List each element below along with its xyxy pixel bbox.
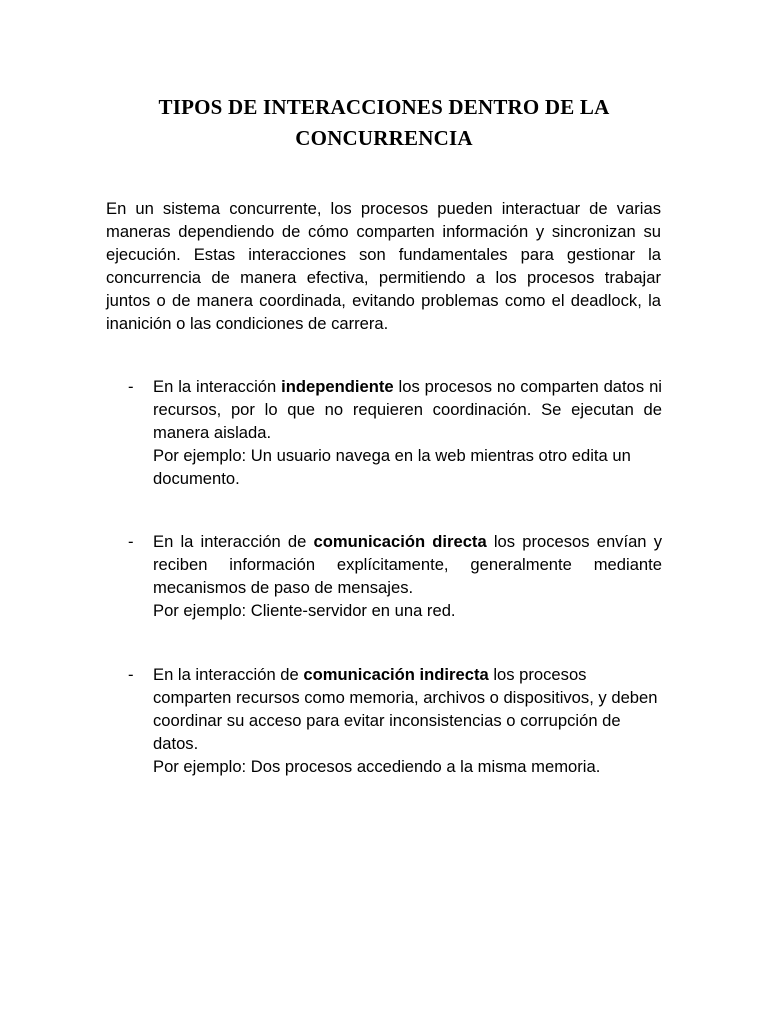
list-item-example: Por ejemplo: Cliente-servidor en una red. (153, 601, 456, 620)
list-item-rest: los procesos envían y reciben información explícitamente, generalmente mediante mecanismos de paso de mensajes. (153, 532, 662, 597)
list-item-comunicacion-directa (128, 530, 662, 622)
list-item-term: independiente (281, 377, 394, 396)
list-bullet-marker: - (128, 665, 134, 684)
list-item-example: Por ejemplo: Dos procesos accediendo a la misma memoria. (153, 757, 601, 776)
list-item-description (153, 375, 662, 444)
list-item-independiente (128, 375, 662, 490)
list-item-term: comunicación indirecta (303, 665, 489, 684)
list-item-body (153, 530, 662, 622)
list-item-comunicacion-indirecta (128, 663, 662, 778)
list-item-description (153, 663, 662, 755)
list-item-example: Por ejemplo: Un usuario navega en la web mientras otro edita un documento. (153, 446, 631, 488)
list-item-body (153, 663, 662, 778)
document-title: TIPOS DE INTERACCIONES DENTRO DE LA CONCURRENCIA (158, 95, 610, 150)
list-item-term: comunicación directa (313, 532, 487, 551)
list-item-description (153, 530, 662, 599)
list-bullet-marker: - (128, 532, 134, 551)
list-bullet-marker: - (128, 377, 134, 396)
list-item-body (153, 375, 662, 490)
list-item-prefix: En la interacción de (153, 665, 304, 684)
list-item-prefix: En la interacción (153, 377, 282, 396)
list-item-rest: los procesos no comparten datos ni recursos, por lo que no requieren coordinación. Se ejecutan de manera aislada. (153, 377, 662, 442)
list-item-rest: los procesos comparten recursos como memoria, archivos o dispositivos, y deben coordinar su acceso para evitar inconsistencias o corrupción de datos. (153, 665, 658, 753)
list-item-prefix: En la interacción de (153, 532, 314, 551)
intro-paragraph: En un sistema concurrente, los procesos pueden interactuar de varias maneras dependiendo de cómo comparten información y sincronizan su ejecución. Estas interacciones son fundamentales para gestionar la concurrencia de manera efectiva, permitiendo a los procesos trabajar juntos o de manera coordinada, evitando problemas como el deadlock, la inanición o las condiciones de carrera. (106, 199, 661, 333)
